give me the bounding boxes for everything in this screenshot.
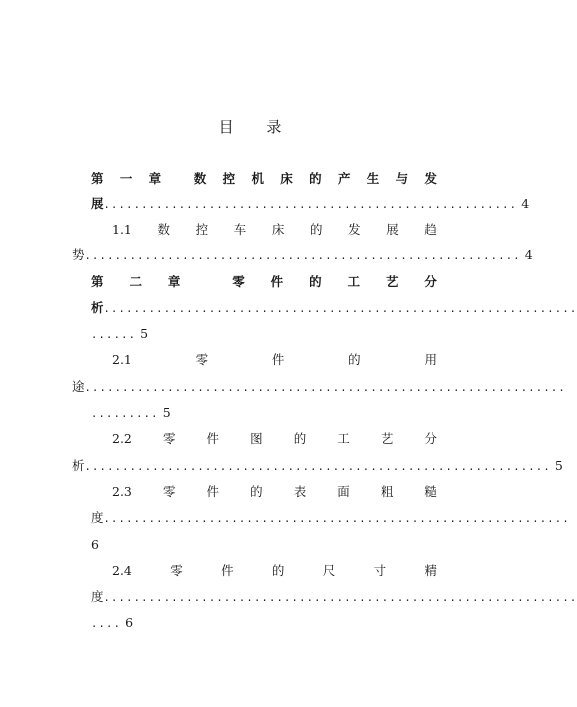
toc-entry-2-4-line1: [112, 562, 437, 580]
toc-char: 2.3: [112, 484, 132, 499]
toc-text: 展: [91, 196, 104, 211]
dot-leader: ..............................................................: [103, 513, 570, 525]
toc-text: 势: [72, 247, 85, 262]
toc-entry-2-1-line3: [91, 404, 437, 422]
toc-char: 数: [193, 171, 207, 186]
toc-entry-2-4-line2: [91, 588, 577, 606]
toc-char: 件: [221, 563, 234, 578]
dot-leader: ..............................................................: [84, 461, 551, 473]
toc-text: 析: [91, 300, 104, 315]
page-number: 5: [140, 326, 149, 341]
toc-text: 度: [91, 510, 104, 525]
toc-text: 度: [91, 589, 104, 604]
toc-char: 的: [309, 274, 322, 289]
toc-char: 的: [271, 563, 285, 578]
toc-char: 生: [366, 171, 380, 186]
toc-char: 尺: [322, 563, 336, 578]
toc-entry-2-3-line1: [112, 483, 437, 501]
toc-entry-chapter-2-line3: [91, 325, 437, 343]
dot-leader: ....: [91, 618, 122, 630]
toc-char: 章: [167, 274, 181, 289]
toc-char: 零: [162, 484, 176, 499]
toc-entry-2-2-line1: [112, 430, 437, 448]
page-number: 4: [524, 247, 533, 262]
toc-char: 件: [271, 352, 285, 367]
toc-entry-2-2-line2: [72, 457, 563, 475]
toc-char: 产: [337, 171, 351, 186]
toc-char: 展: [386, 222, 399, 237]
toc-char: 工: [347, 274, 361, 289]
toc-char: 的: [348, 352, 361, 367]
toc-char: 图: [250, 431, 263, 446]
toc-char: 1.1: [112, 222, 132, 237]
page-number: 4: [521, 196, 530, 211]
page-number: 6: [91, 537, 99, 552]
toc-char: 零: [170, 563, 183, 578]
toc-char: 粗: [380, 484, 394, 499]
toc-title: 目 录: [218, 118, 296, 136]
dot-leader: ................................................................: [84, 382, 566, 394]
toc-char: 一: [119, 171, 133, 186]
toc-char: 发: [424, 171, 437, 186]
toc-entry-2-3-line2: [91, 509, 570, 527]
toc-char: 艺: [380, 431, 394, 446]
toc-char: 精: [424, 563, 437, 578]
toc-char: 分: [424, 274, 437, 289]
toc-entry-chapter-2-line2: [91, 299, 577, 317]
dot-leader: ..........................................................: [84, 250, 521, 262]
toc-char: 糙: [424, 484, 437, 499]
toc-char: 用: [424, 352, 437, 367]
toc-char: 床: [280, 171, 293, 186]
dot-leader: ...............................................................: [103, 592, 577, 604]
toc-entry-chapter-2-line1: [91, 273, 437, 291]
toc-char: 2.4: [112, 563, 132, 578]
toc-char: 发: [348, 222, 361, 237]
dot-leader: .........: [91, 408, 159, 420]
toc-text: 析: [72, 458, 85, 473]
dot-leader: ......: [91, 329, 137, 341]
toc-char: 工: [337, 431, 350, 446]
toc-entry-chapter-1-line2: [91, 195, 530, 213]
toc-char: 的: [293, 431, 307, 446]
toc-char: 机: [251, 171, 264, 186]
toc-char: 二: [129, 274, 142, 289]
toc-char: 零: [162, 431, 176, 446]
page-number: 6: [125, 615, 134, 630]
toc-char: 表: [293, 484, 307, 499]
toc-char: 车: [233, 222, 247, 237]
toc-char: 零: [195, 352, 209, 367]
dot-leader: ...............................................................: [103, 303, 577, 315]
toc-char: 2.1: [112, 352, 132, 367]
toc-char: 控: [222, 171, 236, 186]
toc-entry-1-1-line1: [112, 221, 437, 239]
toc-char: 件: [270, 274, 284, 289]
toc-entry-2-4-line3: [91, 614, 437, 632]
toc-entry-2-1-line2: [72, 378, 566, 396]
toc-text: 途: [72, 379, 85, 394]
toc-char: 床: [271, 222, 285, 237]
toc-char: 与: [395, 171, 409, 186]
toc-entry-2-3-line3: [91, 536, 437, 554]
toc-char: 件: [206, 484, 220, 499]
toc-entry-1-1-line2: [72, 246, 533, 264]
toc-char: 的: [309, 171, 322, 186]
toc-char: 章: [148, 171, 162, 186]
toc-char: 艺: [385, 274, 399, 289]
toc-char: 数: [157, 222, 171, 237]
toc-char: 控: [195, 222, 209, 237]
toc-char: 面: [337, 484, 350, 499]
toc-char: 2.2: [112, 431, 132, 446]
toc-char: 寸: [373, 563, 387, 578]
toc-char: 第: [91, 274, 104, 289]
toc-char: 零: [232, 274, 245, 289]
dot-leader: .......................................................: [103, 199, 518, 211]
toc-char: 的: [250, 484, 263, 499]
toc-entry-2-1-line1: [112, 351, 437, 369]
page-number: 5: [162, 405, 171, 420]
toc-char: 分: [424, 431, 437, 446]
toc-char: 趋: [424, 222, 437, 237]
toc-char: 件: [206, 431, 220, 446]
toc-char: 的: [310, 222, 323, 237]
toc-entry-chapter-1-line1: [91, 170, 437, 188]
page-number: 5: [554, 458, 563, 473]
toc-char: 第: [91, 171, 104, 186]
